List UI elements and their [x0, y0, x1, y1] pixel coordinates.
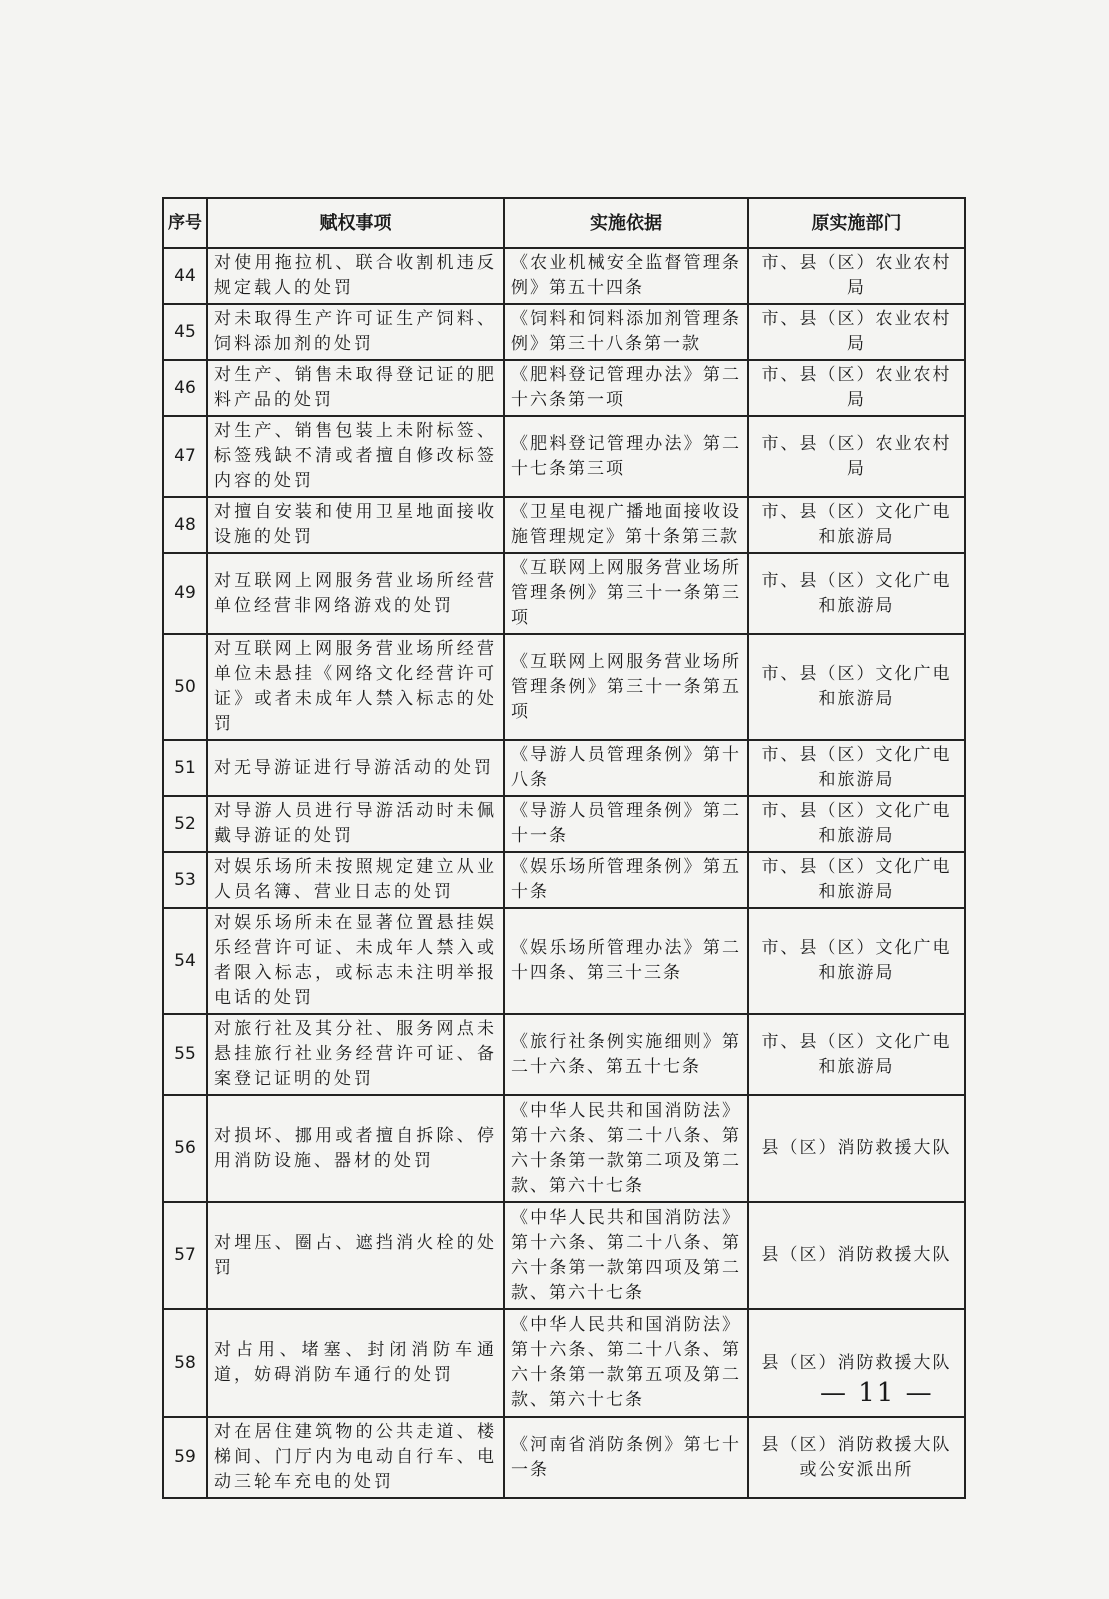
row-num: 54: [163, 908, 207, 1014]
row-dept: 市、县（区）文化广电和旅游局: [748, 908, 965, 1014]
row-dept: 市、县（区）农业农村局: [748, 248, 965, 304]
row-basis: 《互联网上网服务营业场所管理条例》第三十一条第三项: [504, 553, 748, 634]
table-row: [163, 740, 965, 796]
row-item: 对在居住建筑物的公共走道、楼梯间、门厅内为电动自行车、电动三轮车充电的处罚: [207, 1417, 504, 1498]
page-number: — 11 —: [820, 1378, 934, 1408]
row-item: 对互联网上网服务营业场所经营单位未悬挂《网络文化经营许可证》或者未成年人禁入标志的处罚: [207, 634, 504, 740]
header-num: 序号: [163, 198, 207, 248]
row-num: 59: [163, 1417, 207, 1498]
row-basis: 《娱乐场所管理办法》第二十四条、第三十三条: [504, 908, 748, 1014]
row-dept: 市、县（区）文化广电和旅游局: [748, 852, 965, 908]
table-row: [163, 248, 965, 304]
row-dept: 县（区）消防救援大队: [748, 1095, 965, 1202]
row-num: 49: [163, 553, 207, 634]
row-item: 对占用、堵塞、封闭消防车通道，妨碍消防车通行的处罚: [207, 1309, 504, 1417]
table-header-row: [163, 198, 965, 248]
table-row: [163, 1095, 965, 1202]
row-basis: 《卫星电视广播地面接收设施管理规定》第十条第三款: [504, 497, 748, 553]
row-dept: 市、县（区）农业农村局: [748, 304, 965, 360]
row-item: 对生产、销售未取得登记证的肥料产品的处罚: [207, 360, 504, 416]
row-basis: 《河南省消防条例》第七十一条: [504, 1417, 748, 1498]
row-basis: 《肥料登记管理办法》第二十七条第三项: [504, 416, 748, 497]
row-basis: 《农业机械安全监督管理条例》第五十四条: [504, 248, 748, 304]
row-dept: 市、县（区）文化广电和旅游局: [748, 796, 965, 852]
row-num: 56: [163, 1095, 207, 1202]
header-basis: 实施依据: [504, 198, 748, 248]
row-num: 53: [163, 852, 207, 908]
authorization-table-container: [162, 197, 964, 1499]
row-basis: 《中华人民共和国消防法》第十六条、第二十八条、第六十条第一款第五项及第二款、第六十七条: [504, 1309, 748, 1417]
table-row: [163, 304, 965, 360]
row-item: 对旅行社及其分社、服务网点未悬挂旅行社业务经营许可证、备案登记证明的处罚: [207, 1014, 504, 1095]
row-dept: 市、县（区）农业农村局: [748, 360, 965, 416]
table-row: [163, 360, 965, 416]
row-basis: 《娱乐场所管理条例》第五十条: [504, 852, 748, 908]
table-row: [163, 852, 965, 908]
row-item: 对生产、销售包装上未附标签、标签残缺不清或者擅自修改标签内容的处罚: [207, 416, 504, 497]
row-num: 44: [163, 248, 207, 304]
table-row: [163, 1417, 965, 1498]
row-num: 47: [163, 416, 207, 497]
table-row: [163, 416, 965, 497]
row-item: 对损坏、挪用或者擅自拆除、停用消防设施、器材的处罚: [207, 1095, 504, 1202]
row-num: 50: [163, 634, 207, 740]
row-item: 对导游人员进行导游活动时未佩戴导游证的处罚: [207, 796, 504, 852]
row-basis: 《肥料登记管理办法》第二十六条第一项: [504, 360, 748, 416]
row-item: 对擅自安装和使用卫星地面接收设施的处罚: [207, 497, 504, 553]
table-row: [163, 1202, 965, 1309]
table-row: [163, 634, 965, 740]
row-item: 对未取得生产许可证生产饲料、饲料添加剂的处罚: [207, 304, 504, 360]
row-num: 55: [163, 1014, 207, 1095]
row-item: 对埋压、圈占、遮挡消火栓的处罚: [207, 1202, 504, 1309]
row-basis: 《中华人民共和国消防法》第十六条、第二十八条、第六十条第一款第二项及第二款、第六十七条: [504, 1095, 748, 1202]
authorization-table: [162, 197, 966, 1499]
row-num: 48: [163, 497, 207, 553]
row-basis: 《导游人员管理条例》第十八条: [504, 740, 748, 796]
table-body: [163, 248, 965, 1498]
table-row: [163, 553, 965, 634]
table-row: [163, 908, 965, 1014]
header-dept: 原实施部门: [748, 198, 965, 248]
row-basis: 《中华人民共和国消防法》第十六条、第二十八条、第六十条第一款第四项及第二款、第六十七条: [504, 1202, 748, 1309]
row-item: 对互联网上网服务营业场所经营单位经营非网络游戏的处罚: [207, 553, 504, 634]
header-item: 赋权事项: [207, 198, 504, 248]
table-row: [163, 1014, 965, 1095]
row-num: 45: [163, 304, 207, 360]
row-item: 对无导游证进行导游活动的处罚: [207, 740, 504, 796]
row-item: 对使用拖拉机、联合收割机违反规定载人的处罚: [207, 248, 504, 304]
row-dept: 市、县（区）文化广电和旅游局: [748, 1014, 965, 1095]
row-num: 51: [163, 740, 207, 796]
row-basis: 《导游人员管理条例》第二十一条: [504, 796, 748, 852]
row-dept: 县（区）消防救援大队或公安派出所: [748, 1417, 965, 1498]
row-dept: 县（区）消防救援大队: [748, 1309, 965, 1417]
row-dept: 市、县（区）农业农村局: [748, 416, 965, 497]
row-basis: 《饲料和饲料添加剂管理条例》第三十八条第一款: [504, 304, 748, 360]
row-dept: 市、县（区）文化广电和旅游局: [748, 634, 965, 740]
row-item: 对娱乐场所未按照规定建立从业人员名簿、营业日志的处罚: [207, 852, 504, 908]
row-basis: 《旅行社条例实施细则》第二十六条、第五十七条: [504, 1014, 748, 1095]
table-row: [163, 497, 965, 553]
row-dept: 市、县（区）文化广电和旅游局: [748, 740, 965, 796]
row-dept: 市、县（区）文化广电和旅游局: [748, 553, 965, 634]
row-basis: 《互联网上网服务营业场所管理条例》第三十一条第五项: [504, 634, 748, 740]
table-row: [163, 796, 965, 852]
row-dept: 市、县（区）文化广电和旅游局: [748, 497, 965, 553]
row-num: 57: [163, 1202, 207, 1309]
row-dept: 县（区）消防救援大队: [748, 1202, 965, 1309]
row-num: 46: [163, 360, 207, 416]
row-item: 对娱乐场所未在显著位置悬挂娱乐经营许可证、未成年人禁入或者限入标志，或标志未注明举报电话的处罚: [207, 908, 504, 1014]
row-num: 58: [163, 1309, 207, 1417]
row-num: 52: [163, 796, 207, 852]
